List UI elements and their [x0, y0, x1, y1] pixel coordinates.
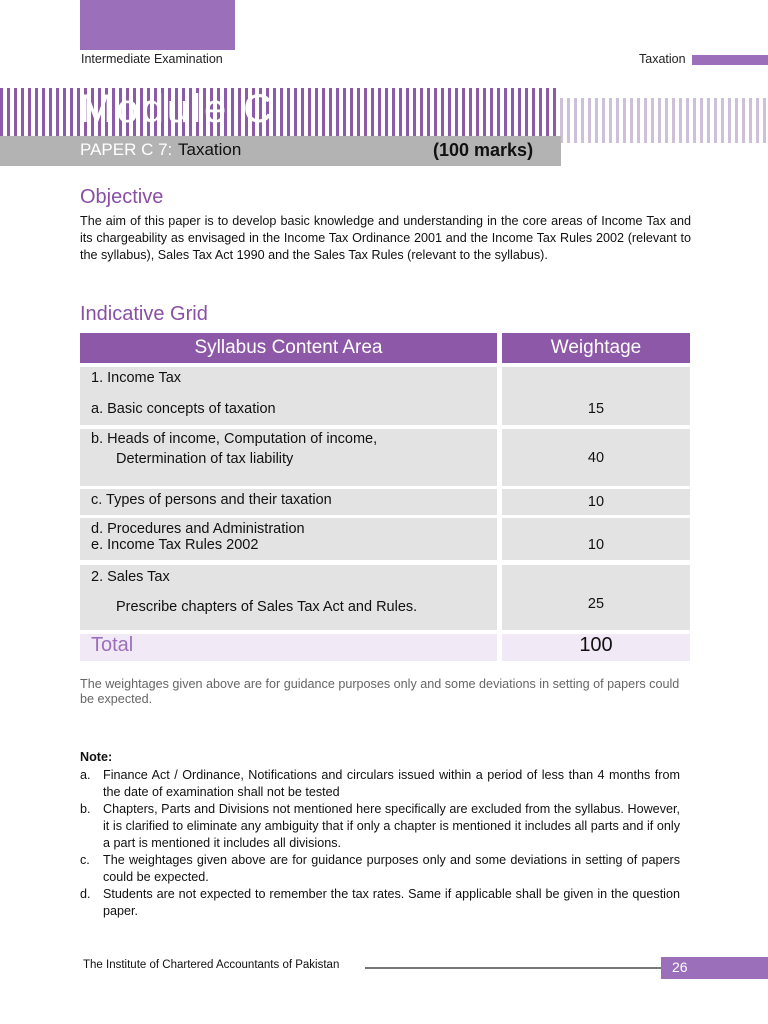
row-line: b. Heads of income, Computation of income, — [91, 431, 378, 447]
row-line: e. Income Tax Rules 2002 — [91, 537, 259, 553]
objective-text: The aim of this paper is to develop basic knowledge and understanding in the core areas of Income Tax and its chargeability as envisaged in the Income Tax Ordinance 2001 and the Income Tax Rules 2002 (relevant to the syllabus), Sales Tax Act 1990 and the Sales Tax Rules (relevant to the syllabus). — [80, 214, 691, 262]
note-text: Students are not expected to remember the tax rates. Same if applicable shall be given in the question paper. — [103, 887, 680, 918]
paper-code: PAPER C 7: — [80, 140, 173, 159]
header-color-block — [80, 0, 235, 50]
row-line: 1. Income Tax — [91, 370, 182, 386]
row-line: a. Basic concepts of taxation — [91, 401, 276, 417]
row-line: c. Types of persons and their taxation — [91, 492, 332, 508]
header-subject-label: Taxation — [639, 52, 686, 66]
note-item — [80, 886, 680, 920]
row-line: 2. Sales Tax — [91, 569, 170, 585]
note-heading: Note: — [80, 750, 113, 764]
row-weight: 10 — [587, 537, 605, 553]
paper-name: Taxation — [178, 140, 242, 159]
footer-divider — [365, 967, 661, 969]
total-value: 100 — [579, 634, 613, 656]
note-item — [80, 801, 680, 852]
total-row — [80, 634, 497, 661]
objective-heading: Objective — [80, 186, 164, 208]
note-item — [80, 852, 680, 886]
banner-stripes-faded — [560, 98, 768, 143]
note-text: Chapters, Parts and Divisions not mentioned here specifically are excluded from the syllabus. However, it is clarified to eliminate any ambiguity that if only a chapter is mentioned it includes all parts and if only a part is mentioned it includes all divisions. — [103, 802, 680, 850]
footer-institute: The Institute of Chartered Accountants of Pakistan — [83, 959, 340, 971]
column-header-area: Syllabus Content Area — [80, 333, 497, 363]
note-text: The weightages given above are for guidance purposes only and some deviations in setting of papers could be expected. — [103, 853, 680, 884]
paper-marks: (100 marks) — [433, 140, 534, 160]
row-line: d. Procedures and Administration — [91, 521, 305, 537]
note-label: b. — [80, 802, 91, 816]
row-weight: 10 — [587, 494, 605, 510]
note-label: d. — [80, 887, 91, 901]
note-label: c. — [80, 853, 90, 867]
module-title: Module C — [80, 87, 276, 131]
row-line: Prescribe chapters of Sales Tax Act and Rules. — [116, 599, 418, 615]
weightage-disclaimer: The weightages given above are for guidance purposes only and some deviations in setting of papers could be expected. — [80, 677, 680, 706]
header-accent-bar — [692, 55, 768, 65]
column-header-weightage: Weightage — [502, 333, 690, 363]
note-label: a. — [80, 768, 91, 782]
header-exam-label: Intermediate Examination — [81, 52, 223, 66]
note-text: Finance Act / Ordinance, Notifications and circulars issued within a period of less than 4 months from the date of examination shall not be tested — [103, 768, 680, 799]
row-weight: 25 — [587, 596, 605, 612]
total-label: Total — [91, 634, 134, 656]
row-weight: 40 — [587, 450, 605, 466]
note-item — [80, 767, 680, 801]
grid-heading: Indicative Grid — [80, 303, 208, 325]
row-line: Determination of tax liability — [116, 451, 294, 467]
page-number: 26 — [672, 959, 688, 975]
row-weight: 15 — [587, 401, 605, 417]
